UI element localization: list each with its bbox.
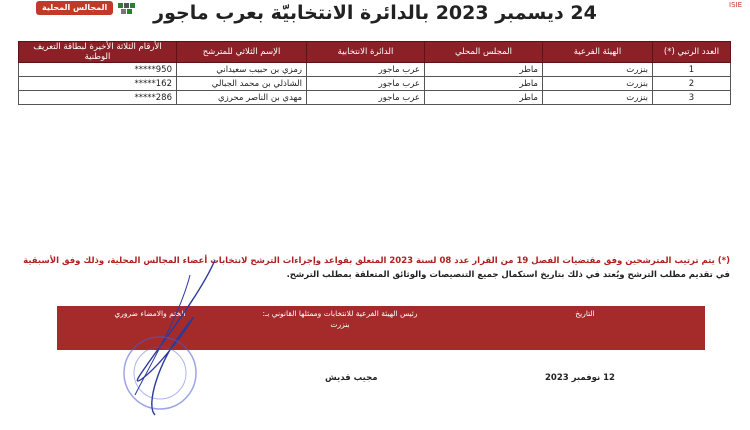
table-cell: 1 xyxy=(653,63,731,77)
table-cell: 3 xyxy=(653,91,731,105)
table-cell: عرب ماجور xyxy=(307,63,425,77)
table-row xyxy=(19,77,731,91)
isie-logo-text: ISIE xyxy=(729,1,742,9)
candidates-table xyxy=(18,41,731,105)
official-stamp-signature xyxy=(120,255,230,430)
table-cell: 162***** xyxy=(19,77,177,91)
isie-logo xyxy=(682,0,742,14)
table-cell: 2 xyxy=(653,77,731,91)
table-row xyxy=(19,91,731,105)
column-header: المجلس المحلي xyxy=(425,42,543,63)
president-label-block xyxy=(230,308,450,330)
table-cell: ماطر xyxy=(425,91,543,105)
table-cell: بنزرت xyxy=(543,91,653,105)
column-header: الدائرة الانتخابية xyxy=(307,42,425,63)
column-header: الإسم الثلاثي للمترشح xyxy=(177,42,307,63)
map-icon xyxy=(117,1,139,15)
table-cell: ماطر xyxy=(425,63,543,77)
table-cell: بنزرت xyxy=(543,77,653,91)
president-label: رئيس الهيئة الفرعية للانتخابات وممثلها القانوني بـ: xyxy=(262,309,418,318)
table-cell: رمزي بن حبيب سعيداني xyxy=(177,63,307,77)
note-line-2: في تقديم مطلب الترشح ويُعتد في ذلك بتاريخ استكمال جميع التنصيصات والوثائق المتعلقة بمطلب الترشح. xyxy=(286,270,730,280)
table-cell: عرب ماجور xyxy=(307,91,425,105)
column-header: العدد الرتبي (*) xyxy=(653,42,731,63)
table-cell: 286***** xyxy=(19,91,177,105)
table-row xyxy=(19,63,731,77)
table-cell: بنزرت xyxy=(543,63,653,77)
table-cell: الشاذلي بن محمد الجبالي xyxy=(177,77,307,91)
president-region: بنزرت xyxy=(330,320,350,329)
table-cell: مهدي بن الناصر محرزي xyxy=(177,91,307,105)
date-value: 12 نوفمبر 2023 xyxy=(545,373,615,383)
note-marker: (*) xyxy=(717,256,730,266)
local-councils-logo xyxy=(36,0,146,16)
table-cell: ماطر xyxy=(425,77,543,91)
page-title: 24 ديسمبر 2023 بالدائرة الانتخابيّة بعرب ماجور xyxy=(153,2,597,24)
note-line-1: يتم ترتيب المترشحين وفق مقتضيات الفصل 19 من القرار عدد 08 لسنة 2023 المتعلق بقواعد وإجراءات الترشح لانتخابات أعضاء المجالس المحلية، وذلك وفق الأسبقية xyxy=(23,256,715,266)
column-header: الهيئة الفرعية xyxy=(543,42,653,63)
stamp-label: الختم والامضاء ضروري xyxy=(114,309,186,318)
president-name: مجيب قديش xyxy=(325,373,378,383)
date-label: التاريخ xyxy=(575,309,595,318)
table-header-row xyxy=(19,42,731,63)
table-cell: عرب ماجور xyxy=(307,77,425,91)
table-cell: 950***** xyxy=(19,63,177,77)
column-header: الأرقام الثلاثة الأخيرة لبطاقة التعريف الوطنية xyxy=(19,42,177,63)
logo-text: المجالس المحلية xyxy=(36,1,113,15)
